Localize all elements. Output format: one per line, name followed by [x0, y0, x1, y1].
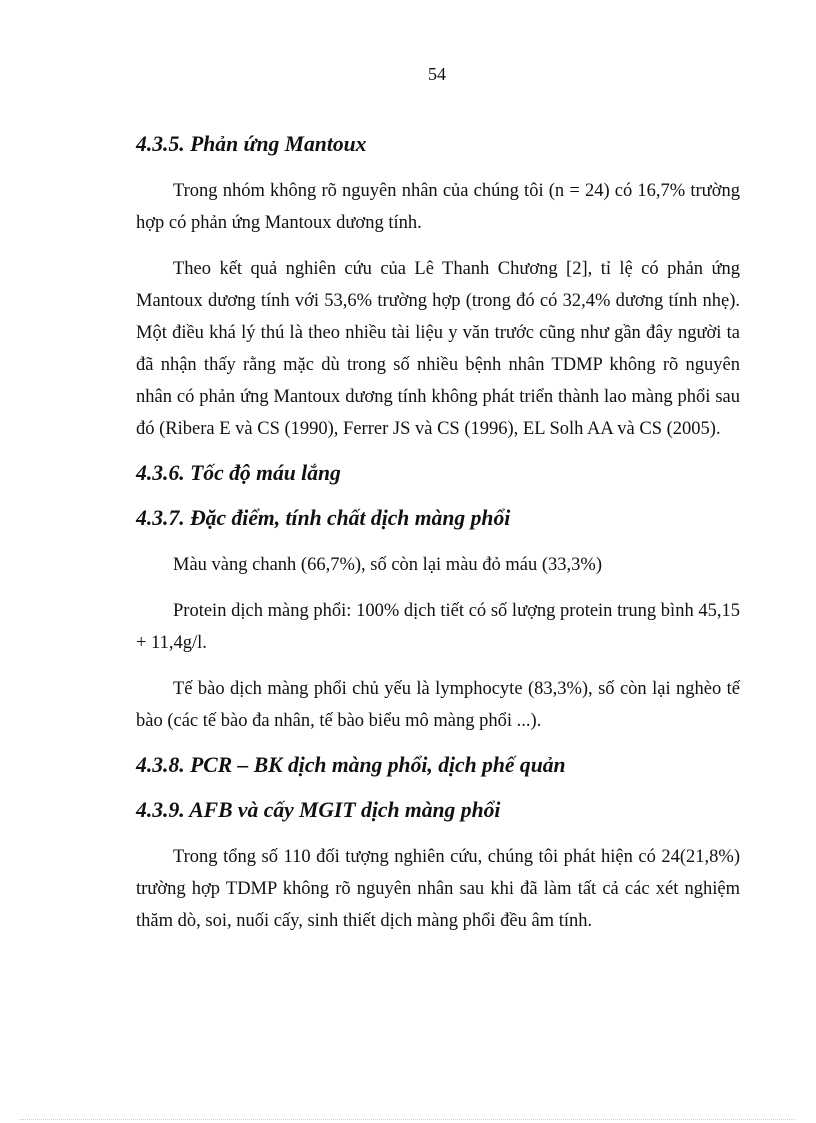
paragraph-fluid-protein: Protein dịch màng phổi: 100% dịch tiết có số lượng protein trung bình 45,15 + 11,4g/l.: [136, 601, 740, 653]
paragraph-mantoux-result: Trong nhóm không rõ nguyên nhân của chúng tôi (n = 24) có 16,7% trường hợp có phản ứng Mantoux dương tính.: [136, 181, 740, 233]
page-number: 54: [428, 64, 446, 84]
page-bottom-dotted-border: [20, 1119, 796, 1120]
paragraph-fluid-color: Màu vàng chanh (66,7%), số còn lại màu đỏ máu (33,3%): [173, 555, 602, 575]
section-heading-4-3-7: 4.3.7. Đặc điểm, tính chất dịch màng phổi: [136, 506, 511, 530]
section-heading-4-3-9: 4.3.9. AFB và cấy MGIT dịch màng phổi: [136, 798, 501, 822]
paragraph-fluid-cells: Tế bào dịch màng phổi chủ yếu là lymphocyte (83,3%), số còn lại nghèo tế bào (các tế bào đa nhân, tế bào biểu mô màng phổi ...).: [136, 679, 740, 731]
document-body: [136, 130, 740, 951]
section-heading-4-3-8: 4.3.8. PCR – BK dịch màng phổi, dịch phế quản: [136, 753, 566, 777]
section-heading-4-3-5: 4.3.5. Phản ứng Mantoux: [136, 132, 367, 156]
paragraph-afb-mgit: Trong tổng số 110 đối tượng nghiên cứu, chúng tôi phát hiện có 24(21,8%) trường hợp TDMP không rõ nguyên nhân sau khi đã làm tất cả các xét nghiệm thăm dò, soi, nuối cấy, sinh thiết dịch màng phổi đều âm tính.: [136, 847, 740, 931]
paragraph-mantoux-literature: Theo kết quả nghiên cứu của Lê Thanh Chương [2], tỉ lệ có phản ứng Mantoux dương tính với 53,6% trường hợp (trong đó có 32,4% dương tính nhẹ). Một điều khá lý thú là theo nhiều tài liệu y văn trước cũng như gần đây người ta đã nhận thấy rằng mặc dù trong số nhiều bệnh nhân TDMP không rõ nguyên nhân có phản ứng Mantoux dương tính không phát triển thành lao màng phổi sau đó (Ribera E và CS (1990), Ferrer JS và CS (1996), EL Solh AA và CS (2005).: [136, 259, 740, 439]
section-heading-4-3-6: 4.3.6. Tốc độ máu lắng: [136, 461, 341, 485]
